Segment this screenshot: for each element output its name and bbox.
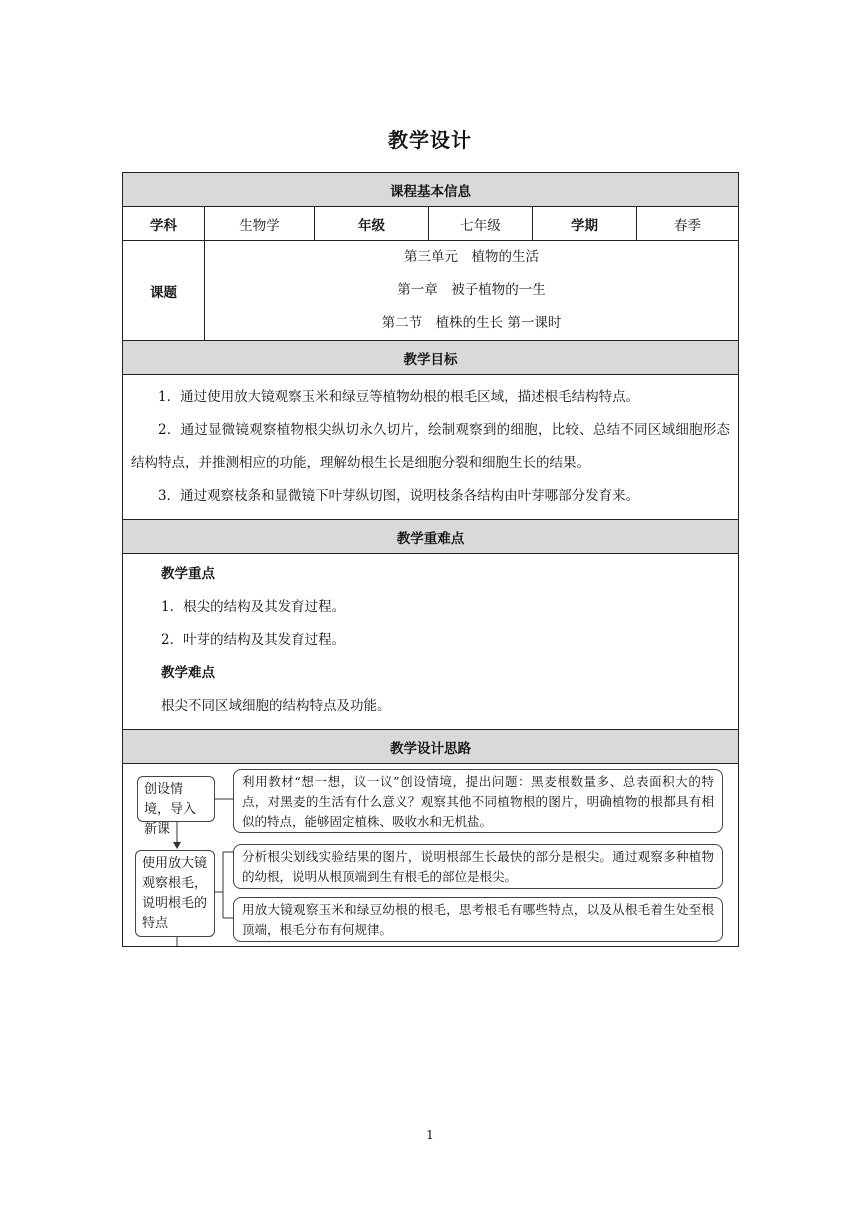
- topic-label: 课题: [123, 241, 205, 341]
- basic-info-header: 课程基本信息: [123, 173, 739, 207]
- term-label: 学期: [533, 207, 637, 241]
- topic-row: [123, 241, 739, 341]
- goals-body: [123, 375, 739, 520]
- goals-row: [123, 375, 739, 520]
- goal-item: 1．通过使用放大镜观察玉米和绿豆等植物幼根的根毛区域，描述根毛结构特点。: [158, 389, 640, 405]
- basic-info-row: [123, 207, 739, 241]
- basic-info-header-row: [123, 173, 739, 207]
- stage-observe-root-hair-description-1: 分析根尖划线实验结果的图片，说明根部生长最快的部分是根尖。通过观察多种植物的幼根，说明从根顶端到生有根毛的部位是根尖。: [233, 844, 723, 889]
- key-points-header-row: [123, 520, 739, 554]
- design-flow-cell: [123, 764, 739, 947]
- design-flowchart: [123, 764, 737, 946]
- topic-line-section: 第二节 植株的生长 第一课时: [381, 315, 562, 331]
- key-points-body: [123, 554, 739, 730]
- topic-line-chapter: 第一章 被子植物的一生: [397, 282, 546, 298]
- goals-header-row: [123, 341, 739, 375]
- goals-header: 教学目标: [123, 341, 739, 375]
- stage-create-scenario: 创设情境，导入新课: [137, 776, 215, 822]
- difficulty-title: 教学难点: [161, 665, 215, 681]
- subject-label: 学科: [123, 207, 205, 241]
- goal-item: 3．通过观察枝条和显微镜下叶芽纵切图，说明枝条各结构由叶芽哪部分发育来。: [158, 488, 640, 504]
- lesson-table: [122, 172, 739, 947]
- focus-item: 2．叶芽的结构及其发育过程。: [161, 632, 346, 648]
- key-points-row: [123, 554, 739, 730]
- stage-observe-root-hair-description-2: 用放大镜观察玉米和绿豆幼根的根毛，思考根毛有哪些特点，以及从根毛着生处至根顶端，根毛分布有何规律。: [233, 897, 723, 942]
- design-header-row: [123, 730, 739, 764]
- goal-item: 2．通过显微镜观察植物根尖纵切永久切片，绘制观察到的细胞，比较、总结不同区域细胞形态结构特点，并推测相应的功能，理解幼根生长是细胞分裂和细胞生长的结果。: [131, 422, 731, 471]
- page-number: 1: [426, 1128, 434, 1142]
- difficulty-text: 根尖不同区域细胞的结构特点及功能。: [161, 698, 391, 714]
- term-value: 春季: [637, 207, 739, 241]
- design-header: 教学设计思路: [123, 730, 739, 764]
- document-title: 教学设计: [388, 128, 472, 152]
- topic-value: [205, 241, 739, 341]
- focus-item: 1．根尖的结构及其发育过程。: [161, 599, 346, 615]
- design-row: [123, 764, 739, 947]
- grade-label: 年级: [315, 207, 429, 241]
- stage-create-scenario-description: 利用教材“想一想，议一议”创设情境，提出问题：黑麦根数量多、总表面积大的特点，对黑麦的生活有什么意义？观察其他不同植物根的图片，明确植物的根都具有相似的特点，能够固定植株、吸收水和无机盐。: [233, 769, 723, 833]
- grade-value: 七年级: [429, 207, 533, 241]
- subject-value: 生物学: [205, 207, 315, 241]
- key-points-header: 教学重难点: [123, 520, 739, 554]
- stage-observe-root-hair: 使用放大镜观察根毛，说明根毛的特点: [135, 850, 215, 937]
- topic-line-unit: 第三单元 植物的生活: [404, 249, 540, 265]
- focus-title: 教学重点: [161, 566, 215, 582]
